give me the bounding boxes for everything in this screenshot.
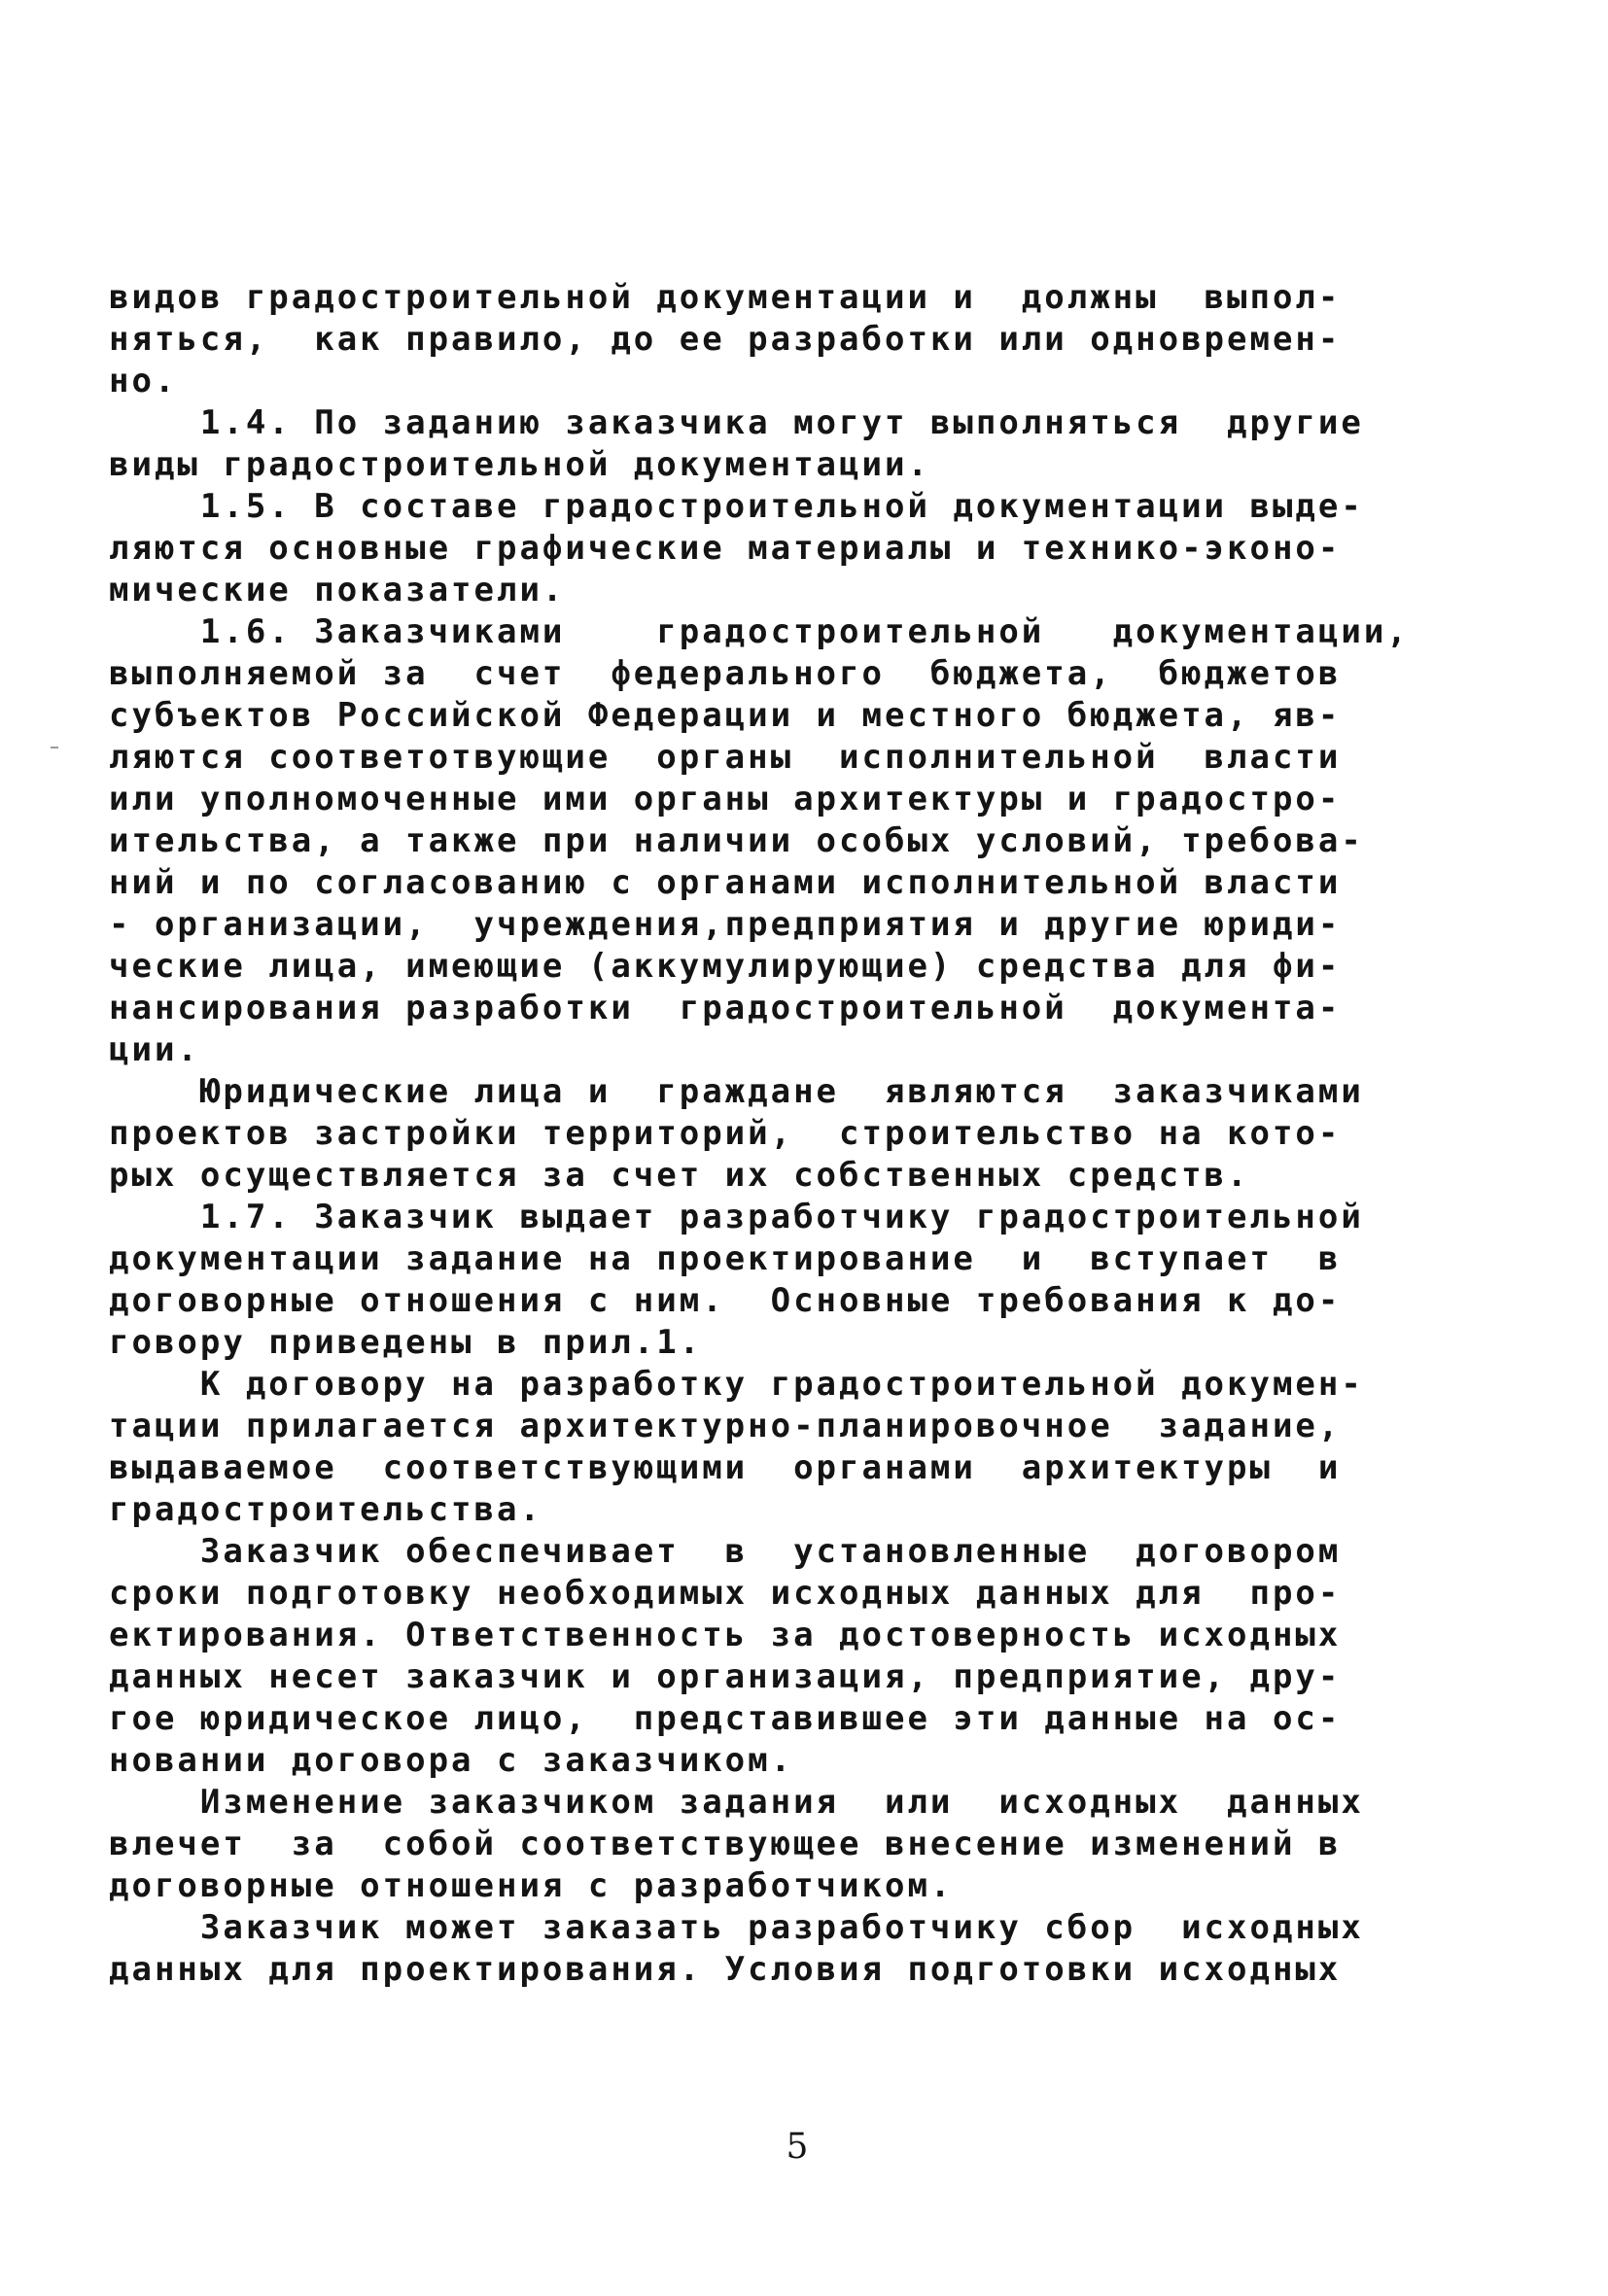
text-line: гое юридическое лицо, представившее эти данные на ос-: [109, 1699, 1342, 1738]
text-line: Заказчик может заказать разработчику сбор исходных: [109, 1908, 1364, 1947]
scan-mark: [51, 747, 58, 748]
text-line: данных несет заказчик и организация, предприятие, дру-: [109, 1657, 1342, 1696]
text-line: Заказчик обеспечивает в установленные договором: [109, 1532, 1342, 1571]
text-line: ляются соответотвующие органы исполнительной власти: [109, 738, 1342, 777]
text-line: ческие лица, имеющие (аккумулирующие) средства для фи-: [109, 947, 1342, 986]
text-line: 1.5. В составе градостроительной документации выде-: [109, 487, 1364, 526]
text-line: ительства, а также при наличии особых условий, требова-: [109, 821, 1364, 860]
text-line: или уполномоченные ими органы архитектуры и градостро-: [109, 780, 1342, 818]
text-line: К договору на разработку градостроительной докумен-: [109, 1365, 1364, 1404]
text-line: няться, как правило, до ее разработки или одновремен-: [109, 320, 1342, 359]
text-line: виды градостроительной документации.: [109, 445, 930, 484]
text-line: выдаваемое соответствующими органами архитектуры и: [109, 1448, 1342, 1487]
text-line: документации задание на проектирование и вступает в: [109, 1239, 1342, 1278]
text-line: выполняемой за счет федерального бюджета, бюджетов: [109, 654, 1342, 693]
text-line: Юридические лица и граждане являются заказчиками: [109, 1072, 1364, 1111]
text-line: данных для проектирования. Условия подготовки исходных: [109, 1950, 1342, 1989]
text-line: ектирования. Ответственность за достоверность исходных: [109, 1616, 1342, 1654]
text-line: - организации, учреждения,предприятия и другие юриди-: [109, 905, 1342, 944]
text-line: проектов застройки территорий, строительство на кото-: [109, 1114, 1342, 1153]
text-line: влечет за собой соответствующее внесение изменений в: [109, 1825, 1342, 1863]
text-line: говору приведены в прил.1.: [109, 1323, 703, 1362]
text-line: субъектов Российской Федерации и местного бюджета, яв-: [109, 696, 1342, 735]
text-line: 1.4. По заданию заказчика могут выполняться другие: [109, 403, 1364, 442]
text-line: новании договора с заказчиком.: [109, 1741, 794, 1780]
text-line: ний и по согласованию с органами исполнительной власти: [109, 863, 1342, 902]
text-line: тации прилагается архитектурно-планировочное задание,: [109, 1407, 1342, 1445]
text-line: 1.6. Заказчиками градостроительной документации,: [109, 612, 1410, 651]
text-line: Изменение заказчиком задания или исходных данных: [109, 1783, 1364, 1822]
text-line: видов градостроительной документации и должны выпол-: [109, 278, 1342, 317]
text-line: договорные отношения с ним. Основные требования к до-: [109, 1281, 1342, 1320]
text-line: ляются основные графические материалы и технико-эконо-: [109, 529, 1342, 568]
page-number: 5: [786, 2127, 809, 2167]
text-line: градостроительства.: [109, 1490, 542, 1529]
text-line: ции.: [109, 1030, 200, 1069]
text-line: мические показатели.: [109, 571, 566, 609]
text-line: сроки подготовку необходимых исходных данных для про-: [109, 1574, 1342, 1613]
text-line: 1.7. Заказчик выдает разработчику градостроительной: [109, 1198, 1364, 1236]
text-line: рых осуществляется за счет их собственных средств.: [109, 1156, 1250, 1195]
text-line: нансирования разработки градостроительной документа-: [109, 989, 1342, 1027]
text-line: договорные отношения с разработчиком.: [109, 1866, 954, 1905]
text-line: но.: [109, 362, 178, 400]
body-text: [109, 277, 1519, 1991]
